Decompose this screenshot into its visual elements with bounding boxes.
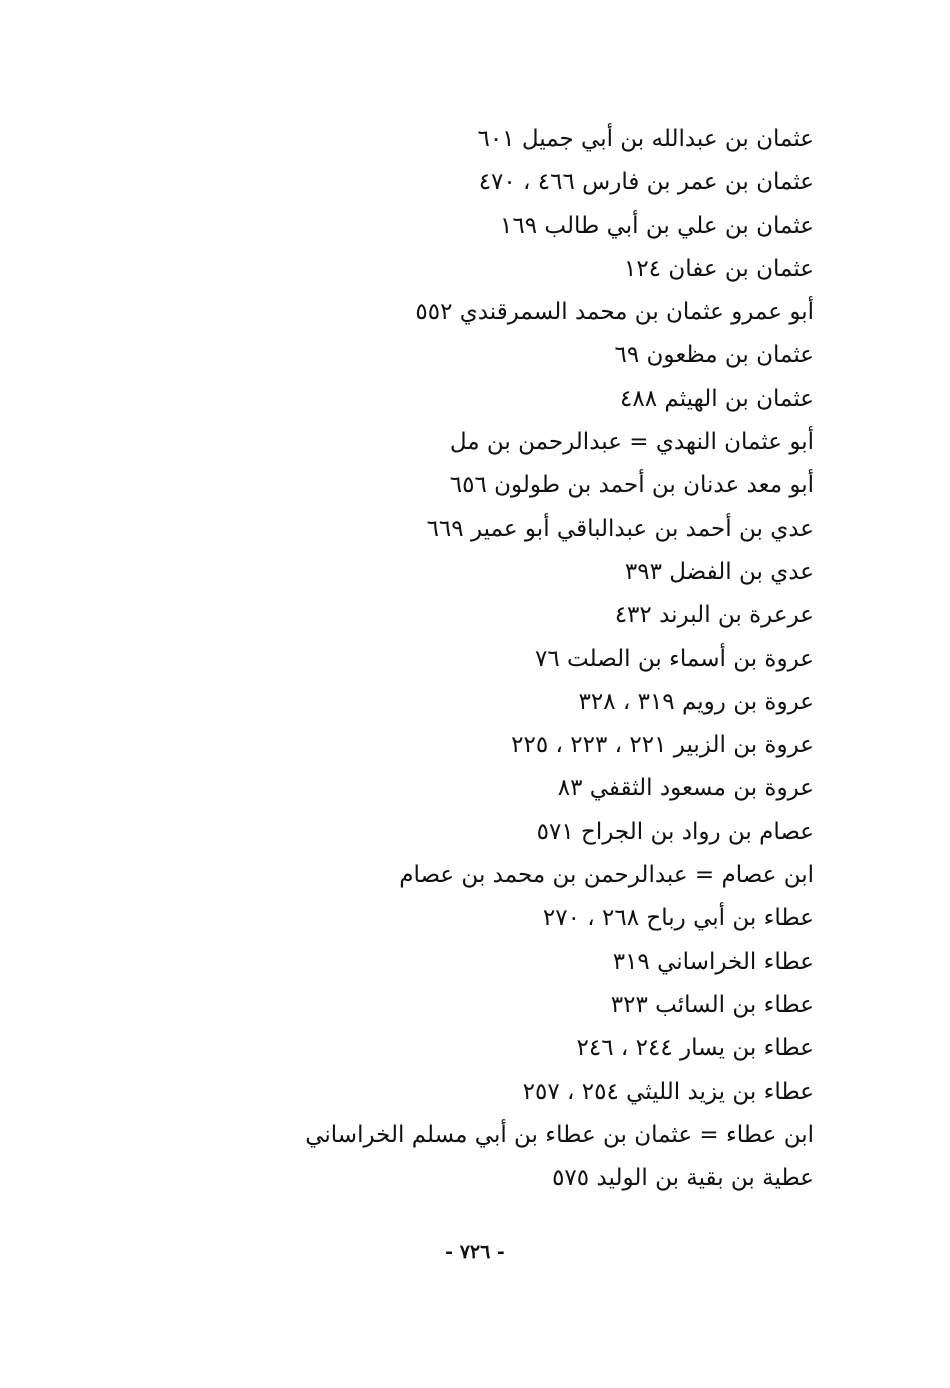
index-entry: عصام بن رواد بن الجراح ٥٧١ [536, 818, 814, 845]
index-entry: عثمان بن الهيثم ٤٨٨ [620, 385, 814, 412]
index-entry: أبو معد عدنان بن أحمد بن طولون ٦٥٦ [449, 472, 814, 499]
index-entry: عطية بن بقية بن الوليد ٥٧٥ [552, 1165, 814, 1192]
index-entry: عروة بن رويم ٣١٩ ، ٣٢٨ [578, 688, 814, 715]
index-entry: عطاء بن السائب ٣٢٣ [610, 991, 814, 1018]
index-list [194, 118, 814, 1200]
index-entry: عطاء الخراساني ٣١٩ [612, 948, 814, 975]
index-entry: عدي بن الفضل ٣٩٣ [624, 558, 814, 585]
index-entry: عرعرة بن البرند ٤٣٢ [614, 602, 814, 629]
index-entry: عثمان بن عفان ١٢٤ [623, 255, 814, 282]
index-entry: عروة بن مسعود الثقفي ٨٣ [557, 775, 814, 802]
index-entry: عروة بن الزبير ٢٢١ ، ٢٢٣ ، ٢٢٥ [511, 732, 814, 759]
index-entry: أبو عمرو عثمان بن محمد السمرقندي ٥٥٢ [415, 299, 814, 326]
index-entry: عدي بن أحمد بن عبدالباقي أبو عمير ٦٦٩ [426, 515, 814, 542]
index-entry: عطاء بن يسار ٢٤٤ ، ٢٤٦ [576, 1035, 814, 1062]
index-entry: عطاء بن أبي رباح ٢٦٨ ، ٢٧٠ [542, 905, 814, 932]
index-entry: عثمان بن عمر بن فارس ٤٦٦ ، ٤٧٠ [478, 169, 814, 196]
index-entry: عثمان بن علي بن أبي طالب ١٦٩ [500, 212, 814, 239]
index-entry: ابن عطاء = عثمان بن عطاء بن أبي مسلم الخراساني [305, 1121, 814, 1148]
index-entry: أبو عثمان النهدي = عبدالرحمن بن مل [449, 429, 814, 456]
index-entry: ابن عصام = عبدالرحمن بن محمد بن عصام [399, 862, 814, 889]
index-entry: عطاء بن يزيد الليثي ٢٥٤ ، ٢٥٧ [522, 1078, 814, 1105]
page-number: - ٧٢٦ - [445, 1241, 505, 1263]
index-entry: عثمان بن مظعون ٦٩ [614, 342, 814, 369]
index-entry: عثمان بن عبدالله بن أبي جميل ٦٠١ [477, 126, 814, 152]
index-entry: عروة بن أسماء بن الصلت ٧٦ [535, 645, 814, 672]
